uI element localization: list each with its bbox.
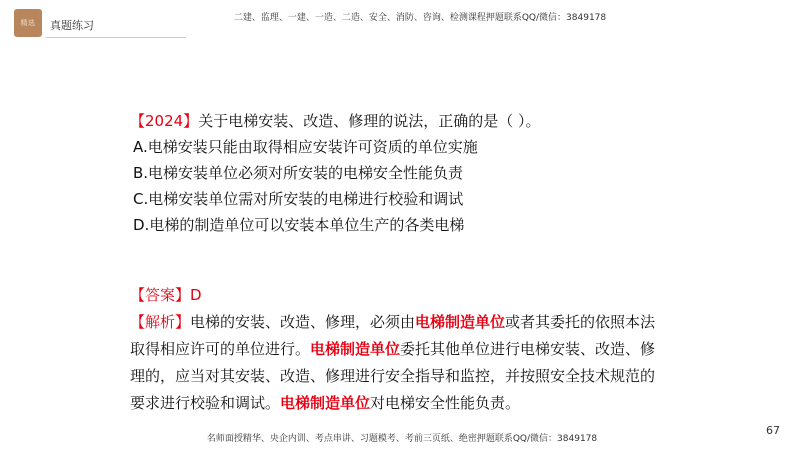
question-content (130, 108, 660, 417)
option-d: D.电梯的制造单位可以安装本单位生产的各类电梯 (133, 216, 465, 234)
answer-value: D (190, 286, 202, 304)
logo: 精选 (14, 9, 42, 37)
answer-label: 【答案】 (130, 286, 191, 304)
analysis-text-3: 委托其他单位进行电梯安装、改造、修理的，应当对其安装、改造、修理进行安全指导和监控，并按照安全技术规范的要求进行校验和调试。 (130, 340, 656, 412)
footer-banner: 名师面授精华、央企内训、考点串讲、习题模考、考前三页纸、绝密押题联系QQ/微信：3849178 (206, 434, 598, 444)
answer (130, 282, 660, 309)
analysis-text-1: 电梯的安装、改造、修理，必须由 (190, 313, 416, 331)
section-title: 真题练习 (50, 19, 94, 32)
analysis-highlight-1: 电梯制造单位 (415, 313, 506, 331)
page-number: 67 (766, 424, 780, 437)
analysis-highlight-3: 电梯制造单位 (280, 394, 371, 412)
option-a: A.电梯安装只能由取得相应安装许可资质的单位实施 (133, 138, 478, 156)
header-divider (46, 37, 186, 38)
stem-text: 关于电梯安装、改造、修理的说法，正确的是（ ）。 (198, 112, 541, 130)
year-tag: 【2024】 (130, 112, 199, 130)
analysis-text-2: 或者其委托的依照本法取得相应许可的单位进行。 (130, 313, 656, 358)
analysis-highlight-2: 电梯制造单位 (310, 340, 401, 358)
option-b: B.电梯安装单位必须对所安装的电梯安全性能负责 (133, 164, 464, 182)
analysis-label: 【解析】 (130, 313, 191, 331)
option-c: C.电梯安装单位需对所安装的电梯进行校验和调试 (133, 190, 464, 208)
analysis-text-4: 对电梯安全性能负责。 (370, 394, 521, 412)
analysis (130, 309, 660, 417)
question-stem (130, 108, 660, 134)
top-banner: 二建、监理、一建、一造、二造、安全、消防、咨询、检测课程押题联系QQ/微信：3849178 (233, 13, 607, 23)
